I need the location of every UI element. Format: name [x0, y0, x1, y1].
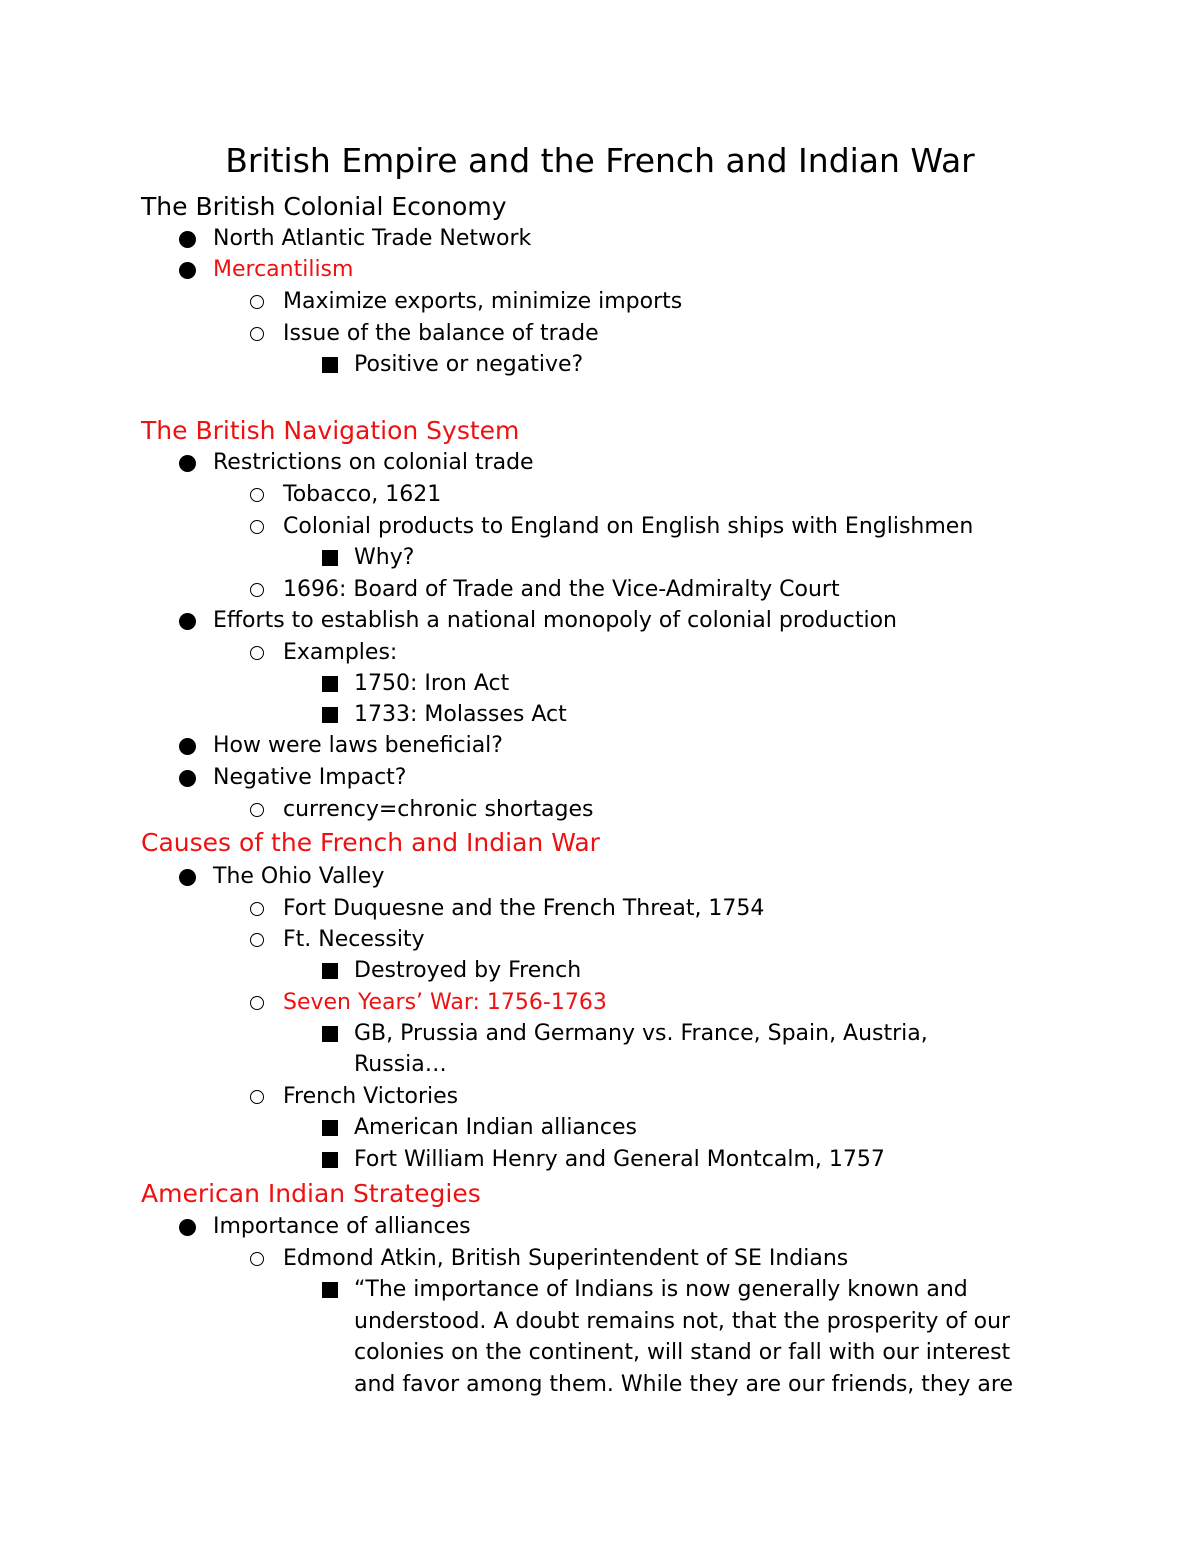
- filled-bullet-icon: [179, 869, 196, 886]
- list-item-level-2: Issue of the balance of trade: [283, 321, 599, 346]
- filled-bullet-icon: [179, 738, 196, 755]
- square-bullet-icon: [322, 357, 338, 373]
- list-item-level-2: currency=chronic shortages: [283, 797, 594, 822]
- filled-bullet-icon: [179, 613, 196, 630]
- list-item-level-3: 1733: Molasses Act: [354, 702, 567, 727]
- list-item-level-2: Fort Duquesne and the French Threat, 1754: [283, 896, 765, 921]
- list-item-level-1: How were laws beneficial?: [213, 733, 503, 758]
- section-heading: The British Navigation System: [141, 416, 520, 445]
- list-item-level-3: Why?: [354, 545, 415, 570]
- hollow-bullet-icon: [250, 583, 264, 597]
- list-item-level-1: The Ohio Valley: [213, 864, 385, 889]
- list-item-level-1: Negative Impact?: [213, 765, 407, 790]
- filled-bullet-icon: [179, 1219, 196, 1236]
- list-item-level-3: GB, Prussia and Germany vs. France, Spain, Austria,: [354, 1021, 928, 1046]
- list-item-level-2: Maximize exports, minimize imports: [283, 289, 683, 314]
- hollow-bullet-icon: [250, 520, 264, 534]
- list-item-continuation: Russia…: [354, 1052, 447, 1077]
- square-bullet-icon: [322, 1120, 338, 1136]
- list-item-level-2: Tobacco, 1621: [283, 482, 442, 507]
- list-item-level-3: “The importance of Indians is now generally known and: [354, 1277, 968, 1302]
- square-bullet-icon: [322, 676, 338, 692]
- list-item-level-2: Colonial products to England on English ships with Englishmen: [283, 514, 974, 539]
- square-bullet-icon: [322, 550, 338, 566]
- hollow-bullet-icon: [250, 327, 264, 341]
- list-item-level-2: Edmond Atkin, British Superintendent of SE Indians: [283, 1246, 849, 1271]
- hollow-bullet-icon: [250, 996, 264, 1010]
- hollow-bullet-icon: [250, 295, 264, 309]
- list-item-level-1: Restrictions on colonial trade: [213, 450, 534, 475]
- square-bullet-icon: [322, 1282, 338, 1298]
- section-heading: The British Colonial Economy: [141, 192, 507, 221]
- square-bullet-icon: [322, 1026, 338, 1042]
- list-item-level-3: Positive or negative?: [354, 352, 584, 377]
- filled-bullet-icon: [179, 231, 196, 248]
- list-item-level-2: Seven Years’ War: 1756-1763: [283, 990, 607, 1015]
- hollow-bullet-icon: [250, 488, 264, 502]
- section-heading: Causes of the French and Indian War: [141, 828, 600, 857]
- filled-bullet-icon: [179, 455, 196, 472]
- list-item-level-1: North Atlantic Trade Network: [213, 226, 532, 251]
- square-bullet-icon: [322, 963, 338, 979]
- hollow-bullet-icon: [250, 646, 264, 660]
- list-item-level-1: Importance of alliances: [213, 1214, 471, 1239]
- list-item-level-1: Efforts to establish a national monopoly of colonial production: [213, 608, 897, 633]
- list-item-level-3: Destroyed by French: [354, 958, 582, 983]
- hollow-bullet-icon: [250, 1090, 264, 1104]
- list-item-level-3: 1750: Iron Act: [354, 671, 510, 696]
- hollow-bullet-icon: [250, 933, 264, 947]
- filled-bullet-icon: [179, 262, 196, 279]
- square-bullet-icon: [322, 1152, 338, 1168]
- filled-bullet-icon: [179, 770, 196, 787]
- section-heading: American Indian Strategies: [141, 1179, 481, 1208]
- square-bullet-icon: [322, 707, 338, 723]
- list-item-level-3: American Indian alliances: [354, 1115, 637, 1140]
- hollow-bullet-icon: [250, 902, 264, 916]
- list-item-continuation: and favor among them. While they are our friends, they are: [354, 1372, 1013, 1397]
- list-item-continuation: colonies on the continent, will stand or fall with our interest: [354, 1340, 1011, 1365]
- hollow-bullet-icon: [250, 1252, 264, 1266]
- list-item-level-2: Examples:: [283, 640, 398, 665]
- hollow-bullet-icon: [250, 803, 264, 817]
- list-item-continuation: understood. A doubt remains not, that the prosperity of our: [354, 1309, 1011, 1334]
- list-item-level-1: Mercantilism: [213, 257, 354, 282]
- list-item-level-2: French Victories: [283, 1084, 459, 1109]
- list-item-level-2: 1696: Board of Trade and the Vice-Admiralty Court: [283, 577, 840, 602]
- list-item-level-2: Ft. Necessity: [283, 927, 425, 952]
- page-title: British Empire and the French and Indian War: [225, 141, 975, 180]
- list-item-level-3: Fort William Henry and General Montcalm, 1757: [354, 1147, 885, 1172]
